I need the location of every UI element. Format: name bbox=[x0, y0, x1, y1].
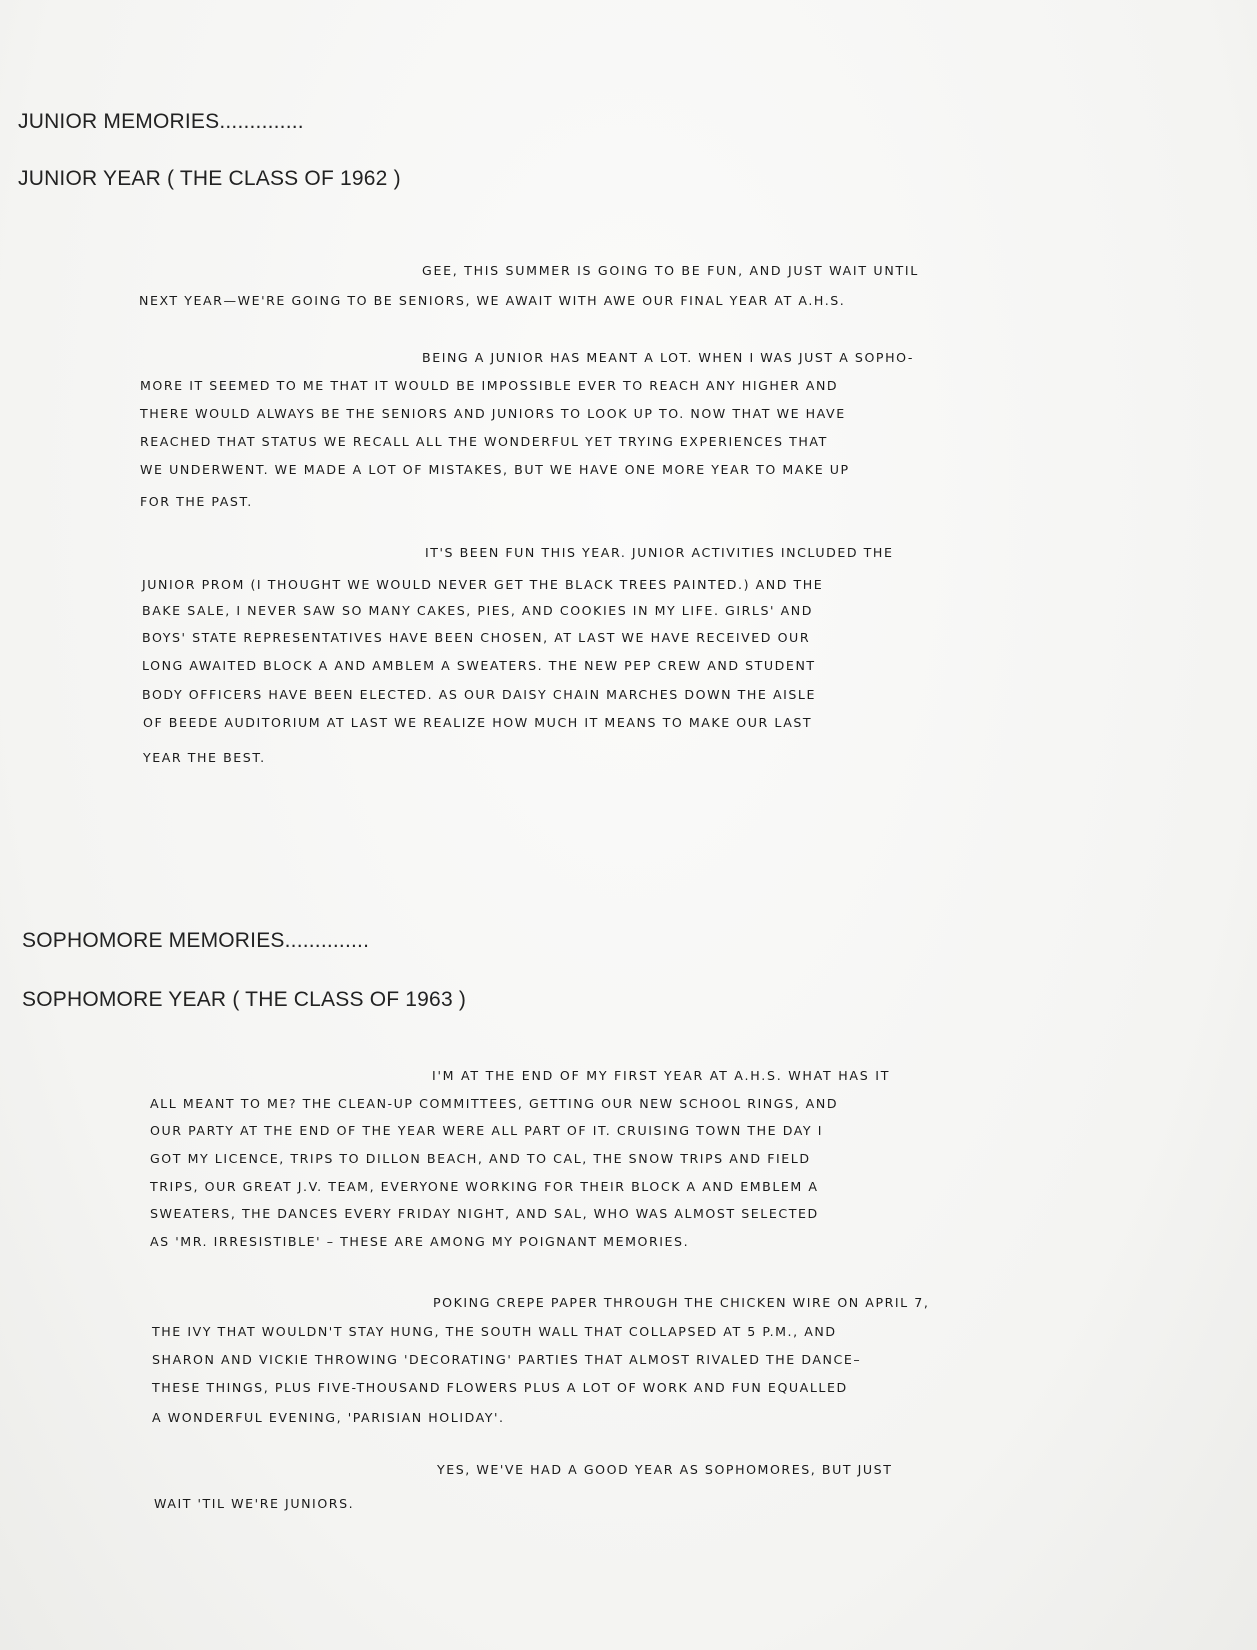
sophomore-text-line: WAIT 'TIL WE'RE JUNIORS. bbox=[154, 1496, 355, 1511]
sophomore-memories-heading: SOPHOMORE MEMORIES.............. bbox=[22, 929, 370, 952]
junior-text-line: BOYS' STATE REPRESENTATIVES HAVE BEEN CHOSEN, AT LAST WE HAVE RECEIVED OUR bbox=[142, 630, 811, 645]
junior-memories-heading: JUNIOR MEMORIES.............. bbox=[18, 110, 304, 133]
junior-text-line: MORE IT SEEMED TO ME THAT IT WOULD BE IMPOSSIBLE EVER TO REACH ANY HIGHER AND bbox=[140, 378, 839, 393]
junior-text-line: REACHED THAT STATUS WE RECALL ALL THE WONDERFUL YET TRYING EXPERIENCES THAT bbox=[140, 434, 828, 449]
sophomore-text-line: ALL MEANT TO ME? THE CLEAN-UP COMMITTEES, GETTING OUR NEW SCHOOL RINGS, AND bbox=[150, 1096, 839, 1111]
sophomore-text-line: OUR PARTY AT THE END OF THE YEAR WERE ALL PART OF IT. CRUISING TOWN THE DAY I bbox=[150, 1123, 823, 1138]
sophomore-text-line: A WONDERFUL EVENING, 'PARISIAN HOLIDAY'. bbox=[152, 1410, 505, 1425]
sophomore-text-line: YES, WE'VE HAD A GOOD YEAR AS SOPHOMORES, BUT JUST bbox=[437, 1462, 893, 1477]
sophomore-text-line: SHARON AND VICKIE THROWING 'DECORATING' PARTIES THAT ALMOST RIVALED THE DANCE– bbox=[152, 1352, 862, 1367]
junior-text-line: WE UNDERWENT. WE MADE A LOT OF MISTAKES, BUT WE HAVE ONE MORE YEAR TO MAKE UP bbox=[140, 462, 850, 477]
junior-text-line: BEING A JUNIOR HAS MEANT A LOT. WHEN I WAS JUST A SOPHO- bbox=[422, 350, 914, 365]
junior-text-line: FOR THE PAST. bbox=[140, 494, 253, 509]
sophomore-text-line: THE IVY THAT WOULDN'T STAY HUNG, THE SOUTH WALL THAT COLLAPSED AT 5 P.M., AND bbox=[152, 1324, 837, 1339]
sophomore-text-line: POKING CREPE PAPER THROUGH THE CHICKEN WIRE ON APRIL 7, bbox=[433, 1295, 930, 1310]
junior-text-line: NEXT YEAR—WE'RE GOING TO BE SENIORS, WE AWAIT WITH AWE OUR FINAL YEAR AT A.H.S. bbox=[139, 293, 846, 308]
sophomore-text-line: THESE THINGS, PLUS FIVE-THOUSAND FLOWERS PLUS A LOT OF WORK AND FUN EQUALLED bbox=[152, 1380, 848, 1395]
junior-text-line: LONG AWAITED BLOCK A AND AMBLEM A SWEATERS. THE NEW PEP CREW AND STUDENT bbox=[142, 658, 816, 673]
junior-year-subheading: JUNIOR YEAR ( THE CLASS OF 1962 ) bbox=[18, 167, 401, 190]
junior-text-line: THERE WOULD ALWAYS BE THE SENIORS AND JUNIORS TO LOOK UP TO. NOW THAT WE HAVE bbox=[140, 406, 846, 421]
junior-text-line: JUNIOR PROM (I THOUGHT WE WOULD NEVER GET THE BLACK TREES PAINTED.) AND THE bbox=[142, 577, 824, 592]
junior-text-line: GEE, THIS SUMMER IS GOING TO BE FUN, AND JUST WAIT UNTIL bbox=[422, 263, 919, 278]
junior-text-line: BAKE SALE, I NEVER SAW SO MANY CAKES, PIES, AND COOKIES IN MY LIFE. GIRLS' AND bbox=[142, 603, 813, 618]
sophomore-text-line: GOT MY LICENCE, TRIPS TO DILLON BEACH, AND TO CAL, THE SNOW TRIPS AND FIELD bbox=[150, 1151, 811, 1166]
junior-text-line: BODY OFFICERS HAVE BEEN ELECTED. AS OUR DAISY CHAIN MARCHES DOWN THE AISLE bbox=[142, 687, 816, 702]
junior-text-line: OF BEEDE AUDITORIUM AT LAST WE REALIZE HOW MUCH IT MEANS TO MAKE OUR LAST bbox=[143, 715, 813, 730]
sophomore-text-line: TRIPS, OUR GREAT J.V. TEAM, EVERYONE WORKING FOR THEIR BLOCK A AND EMBLEM A bbox=[150, 1179, 819, 1194]
junior-text-line: YEAR THE BEST. bbox=[143, 750, 266, 765]
sophomore-text-line: I'M AT THE END OF MY FIRST YEAR AT A.H.S. WHAT HAS IT bbox=[432, 1068, 891, 1083]
sophomore-text-line: AS 'MR. IRRESISTIBLE' – THESE ARE AMONG MY POIGNANT MEMORIES. bbox=[150, 1234, 690, 1249]
sophomore-year-subheading: SOPHOMORE YEAR ( THE CLASS OF 1963 ) bbox=[22, 988, 467, 1011]
junior-text-line: IT'S BEEN FUN THIS YEAR. JUNIOR ACTIVITIES INCLUDED THE bbox=[425, 545, 894, 560]
sophomore-text-line: SWEATERS, THE DANCES EVERY FRIDAY NIGHT, AND SAL, WHO WAS ALMOST SELECTED bbox=[150, 1206, 819, 1221]
